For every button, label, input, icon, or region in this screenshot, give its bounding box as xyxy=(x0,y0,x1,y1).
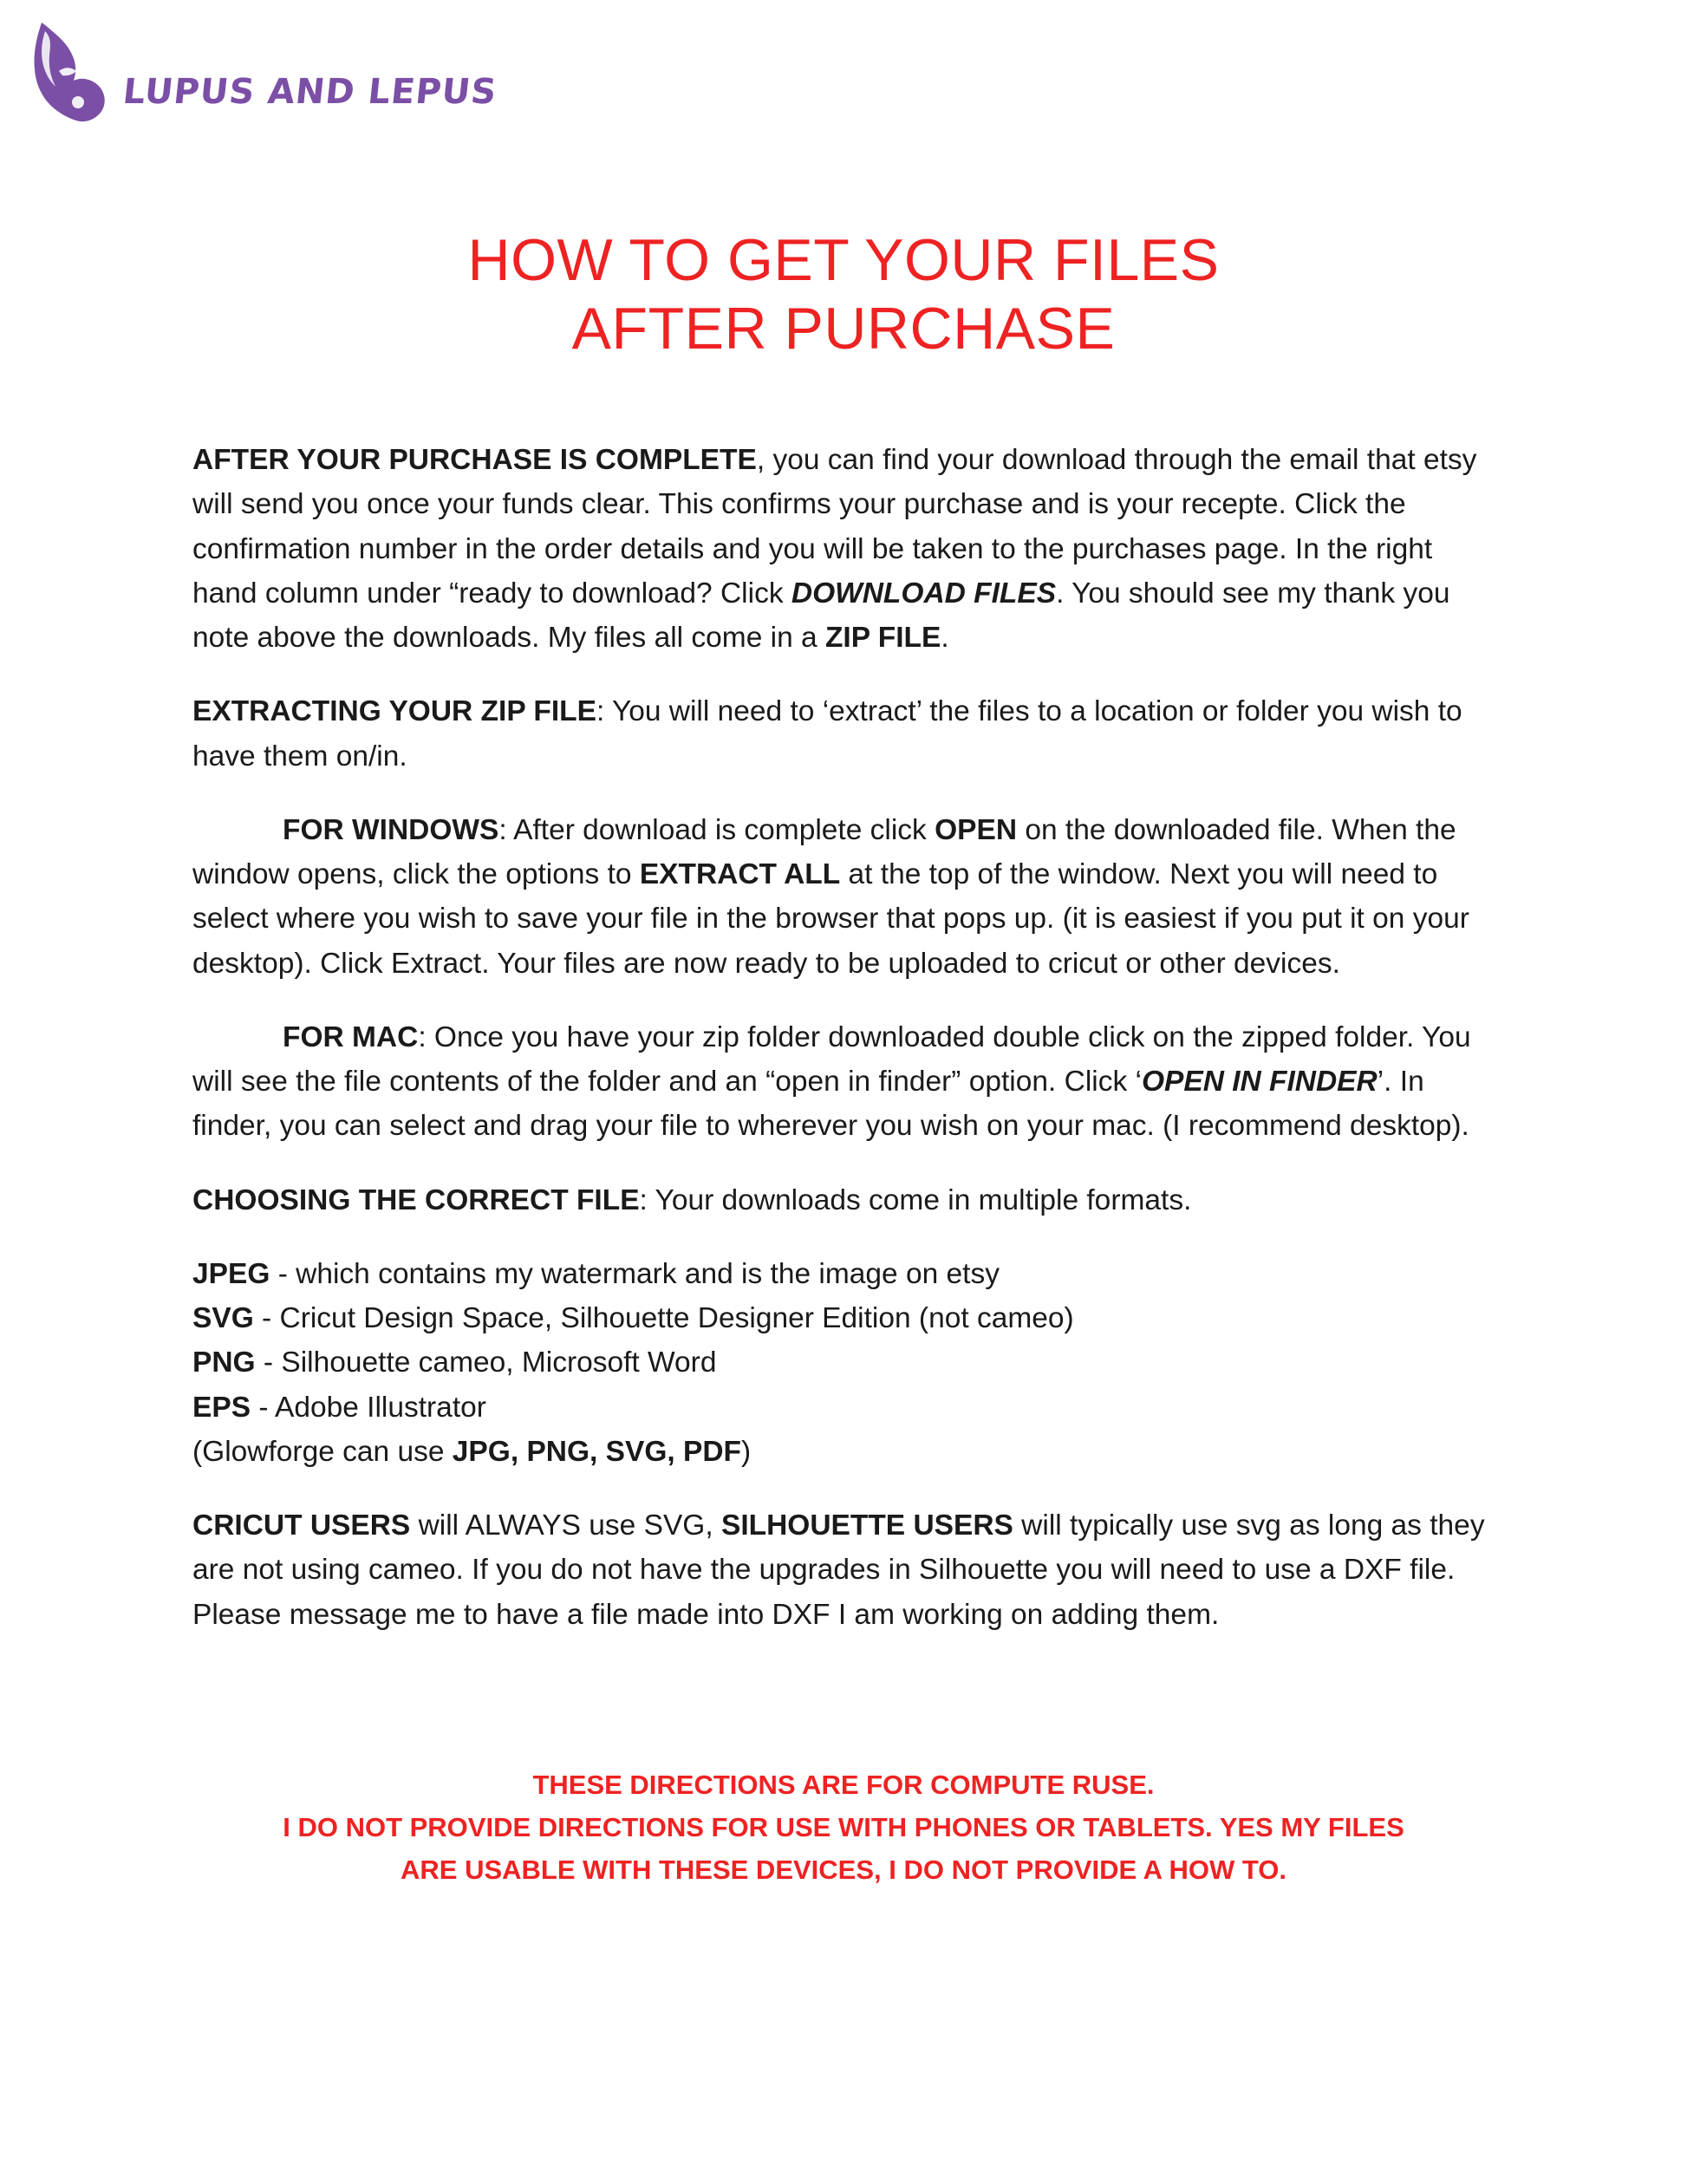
notice-line-1: THESE DIRECTIONS ARE FOR COMPUTE RUSE. xyxy=(532,1770,1155,1800)
format-desc-png: - Silhouette cameo, Microsoft Word xyxy=(255,1346,717,1379)
footer-notice xyxy=(0,1764,1687,1892)
format-name-png: PNG xyxy=(192,1346,256,1379)
cricut-users-lead: CRICUT USERS xyxy=(192,1509,411,1542)
windows-text-3: at the top of the window. Next you will need to select where you wish to save your file in the browser that pops up. (it is easiest if you put it on your desktop). Click Extract. Your files are now ready to be uploaded to cricut or other devices. xyxy=(192,858,1469,980)
wolf-head-icon xyxy=(24,19,114,134)
page-title-line-2: AFTER PURCHASE xyxy=(571,296,1116,362)
list-item-svg xyxy=(192,1296,1503,1340)
brand-logo xyxy=(24,19,497,134)
for-mac-lead: FOR MAC xyxy=(283,1020,419,1053)
glowforge-suffix: ) xyxy=(741,1435,752,1468)
format-desc-jpeg: - which contains my watermark and is the image on etsy xyxy=(270,1257,1000,1290)
paragraph-cricut-users xyxy=(192,1503,1503,1637)
after-purchase-text-1: , you can find your download through the email that etsy will send you once your funds clear. This confirms your purchase and is your recepte. Click the confirmation number in the order details and you will be taken to the purchases page. In the right hand column under “ready to download? Click xyxy=(192,444,1477,610)
zip-file-emphasis: ZIP FILE xyxy=(824,622,941,654)
notice-line-3: ARE USABLE WITH THESE DEVICES, I DO NOT PROVIDE A HOW TO. xyxy=(401,1854,1286,1885)
format-name-jpeg: JPEG xyxy=(192,1257,270,1290)
mac-text-2: ’. In finder, you can select and drag your file to wherever you wish on your mac. (I recommend desktop). xyxy=(192,1066,1469,1143)
document-body xyxy=(192,438,1503,1637)
notice-line-2: I DO NOT PROVIDE DIRECTIONS FOR USE WITH PHONES OR TABLETS. YES MY FILES xyxy=(283,1811,1404,1842)
choosing-lead: CHOOSING THE CORRECT FILE xyxy=(192,1183,640,1216)
download-files-emphasis: DOWNLOAD FILES xyxy=(791,577,1057,610)
paragraph-after-purchase xyxy=(192,438,1503,660)
list-item-glowforge xyxy=(192,1430,1503,1474)
list-item-jpeg xyxy=(192,1252,1503,1296)
paragraph-choosing-file xyxy=(192,1178,1503,1222)
mac-text-1: : Once you have your zip folder downloaded double click on the zipped folder. You will see the file contents of the folder and an “open in finder” option. Click ‘ xyxy=(192,1020,1471,1098)
format-desc-svg: - Cricut Design Space, Silhouette Designer Edition (not cameo) xyxy=(253,1302,1074,1334)
page-title xyxy=(0,226,1687,364)
windows-text-1: : After download is complete click xyxy=(498,813,935,846)
paragraph-for-mac xyxy=(192,1015,1503,1149)
extract-all-emphasis: EXTRACT ALL xyxy=(639,858,841,890)
choosing-text: : Your downloads come in multiple formats. xyxy=(639,1183,1192,1216)
open-emphasis: OPEN xyxy=(935,813,1018,846)
open-in-finder-emphasis: OPEN IN FINDER xyxy=(1141,1066,1378,1098)
list-item-png xyxy=(192,1340,1503,1385)
extracting-text: : You will need to ‘extract’ the files to a location or folder you wish to have them on/in. xyxy=(192,695,1462,773)
format-name-eps: EPS xyxy=(192,1391,251,1424)
windows-text-2: on the downloaded file. When the window opens, click the options to xyxy=(192,813,1456,890)
glowforge-formats: JPG, PNG, SVG, PDF xyxy=(452,1435,742,1468)
cricut-text-1: will ALWAYS use SVG, xyxy=(410,1509,721,1542)
paragraph-for-windows xyxy=(192,808,1503,986)
after-purchase-text-2: . You should see my thank you note above the downloads. My files all come in a xyxy=(192,577,1450,654)
silhouette-users-emphasis: SILHOUETTE USERS xyxy=(720,1509,1013,1542)
file-format-list xyxy=(192,1252,1503,1474)
paragraph-extracting-zip xyxy=(192,689,1503,779)
glowforge-prefix: (Glowforge can use xyxy=(192,1435,453,1468)
extracting-lead: EXTRACTING YOUR ZIP FILE xyxy=(192,695,596,728)
cricut-text-2: will typically use svg as long as they are not using cameo. If you do not have the upgrades in Silhouette you will need to use a DXF file. Please message me to have a file made into DXF I am working on adding them. xyxy=(192,1509,1485,1631)
format-desc-eps: - Adobe Illustrator xyxy=(251,1391,486,1424)
page-title-line-1: HOW TO GET YOUR FILES xyxy=(467,226,1220,293)
format-name-svg: SVG xyxy=(192,1302,254,1334)
list-item-eps xyxy=(192,1385,1503,1430)
for-windows-lead: FOR WINDOWS xyxy=(283,813,499,846)
after-purchase-text-3: . xyxy=(941,622,949,654)
after-purchase-lead: AFTER YOUR PURCHASE IS COMPLETE xyxy=(192,444,757,476)
brand-name: LUPUS AND LEPUS xyxy=(120,72,499,112)
